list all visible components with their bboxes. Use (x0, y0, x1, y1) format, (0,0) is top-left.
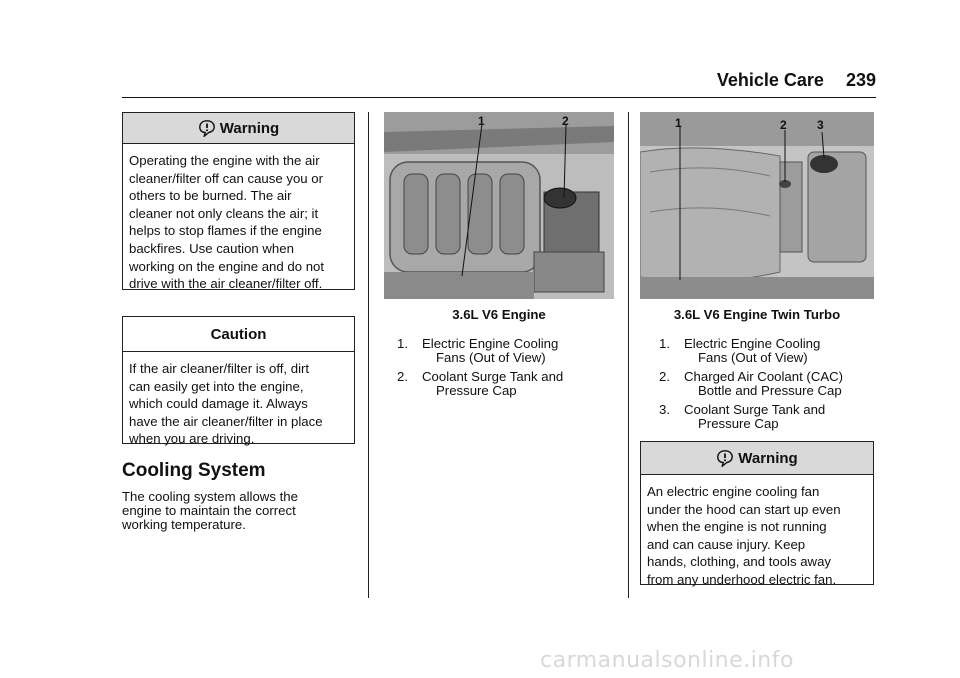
item-text: Electric Engine Cooling (422, 336, 559, 351)
warning-line: Operating the engine with the air (129, 153, 320, 168)
list-item (646, 403, 876, 431)
caution-line: have the air cleaner/filter in place (129, 413, 323, 429)
item-text: Bottle and Pressure Cap (698, 383, 842, 398)
warning-line: and can cause injury. Keep (647, 536, 806, 552)
item-number: 1. (397, 336, 408, 351)
warning-title: Warning (219, 119, 280, 137)
engine-photo-twin-turbo (640, 112, 874, 299)
warning-line: helps to stop flames if the engine (129, 223, 322, 239)
warning-icon (716, 449, 734, 467)
engine-illustration (384, 112, 614, 299)
watermark: carmanualsonline.info (540, 648, 794, 673)
warning-line: from any underhood electric fan. (647, 571, 837, 587)
warning-icon (198, 119, 216, 137)
figure-caption: 3.6L V6 Engine Twin Turbo (673, 307, 841, 322)
caution-box (122, 316, 355, 447)
item-text: Fans (Out of View) (698, 350, 808, 365)
page-header (640, 70, 876, 94)
intro-paragraph (122, 490, 362, 532)
warning-line: others to be burned. The air (129, 188, 292, 204)
warning-header (123, 113, 354, 144)
item-text: Electric Engine Cooling (684, 336, 821, 351)
section-name: Vehicle Care (716, 70, 824, 90)
warning-line: cleaner/filter off can cause you or (129, 170, 324, 186)
figure-callout: 3 (817, 118, 824, 132)
figure-callout: 2 (780, 118, 787, 132)
caution-line: can easily get into the engine, (129, 378, 304, 394)
warning-line: drive with the air cleaner/filter off. (129, 276, 323, 292)
item-text: Fans (Out of View) (436, 350, 546, 365)
caution-body (123, 352, 354, 448)
item-text: Coolant Surge Tank and (422, 369, 564, 384)
intro-line: The cooling system allows the (122, 489, 298, 504)
warning-title: Warning (738, 449, 798, 467)
page-number: 239 (845, 70, 876, 90)
list-item (384, 337, 624, 365)
warning-box-cooling-fan (640, 441, 874, 585)
caution-line: which could damage it. Always (129, 396, 308, 412)
item-number: 1. (659, 336, 670, 351)
warning-box-air-cleaner (122, 112, 355, 290)
list-item (646, 337, 876, 365)
item-number: 3. (659, 402, 670, 417)
figure-callout: 2 (562, 114, 569, 128)
intro-line: engine to maintain the correct (122, 503, 296, 518)
figure-callout: 1 (478, 114, 485, 128)
item-number: 2. (659, 369, 670, 384)
column-divider-right (628, 112, 629, 598)
warning-line: when the engine is not running (647, 519, 827, 535)
column-divider-left (368, 112, 369, 598)
warning-line: backfires. Use caution when (129, 240, 294, 256)
list-item (384, 370, 624, 398)
component-list (384, 337, 624, 403)
warning-body (123, 144, 354, 293)
warning-line: under the hood can start up even (647, 501, 841, 517)
warning-header (641, 442, 873, 475)
component-list (646, 337, 876, 436)
caution-line: If the air cleaner/filter is off, dirt (129, 361, 310, 376)
item-text: Charged Air Coolant (CAC) (684, 369, 844, 384)
intro-line: working temperature. (122, 517, 246, 532)
engine-photo-v6 (384, 112, 614, 299)
warning-line: cleaner not only cleans the air; it (129, 205, 319, 221)
list-item (646, 370, 876, 398)
item-text: Coolant Surge Tank and (684, 402, 826, 417)
caution-header (123, 317, 354, 352)
engine-illustration (640, 112, 874, 299)
warning-body (641, 475, 873, 589)
item-text: Pressure Cap (436, 383, 517, 398)
warning-line: An electric engine cooling fan (647, 484, 820, 499)
warning-line: hands, clothing, and tools away (647, 554, 832, 570)
section-title: Cooling System (122, 460, 266, 481)
warning-line: working on the engine and do not (129, 258, 325, 274)
caution-title: Caution (210, 325, 267, 343)
caution-line: when you are driving. (129, 431, 255, 447)
item-text: Pressure Cap (698, 416, 779, 431)
figure-callout: 1 (675, 116, 682, 130)
figure-caption: 3.6L V6 Engine (452, 307, 546, 322)
item-number: 2. (397, 369, 408, 384)
header-rule (122, 97, 876, 98)
